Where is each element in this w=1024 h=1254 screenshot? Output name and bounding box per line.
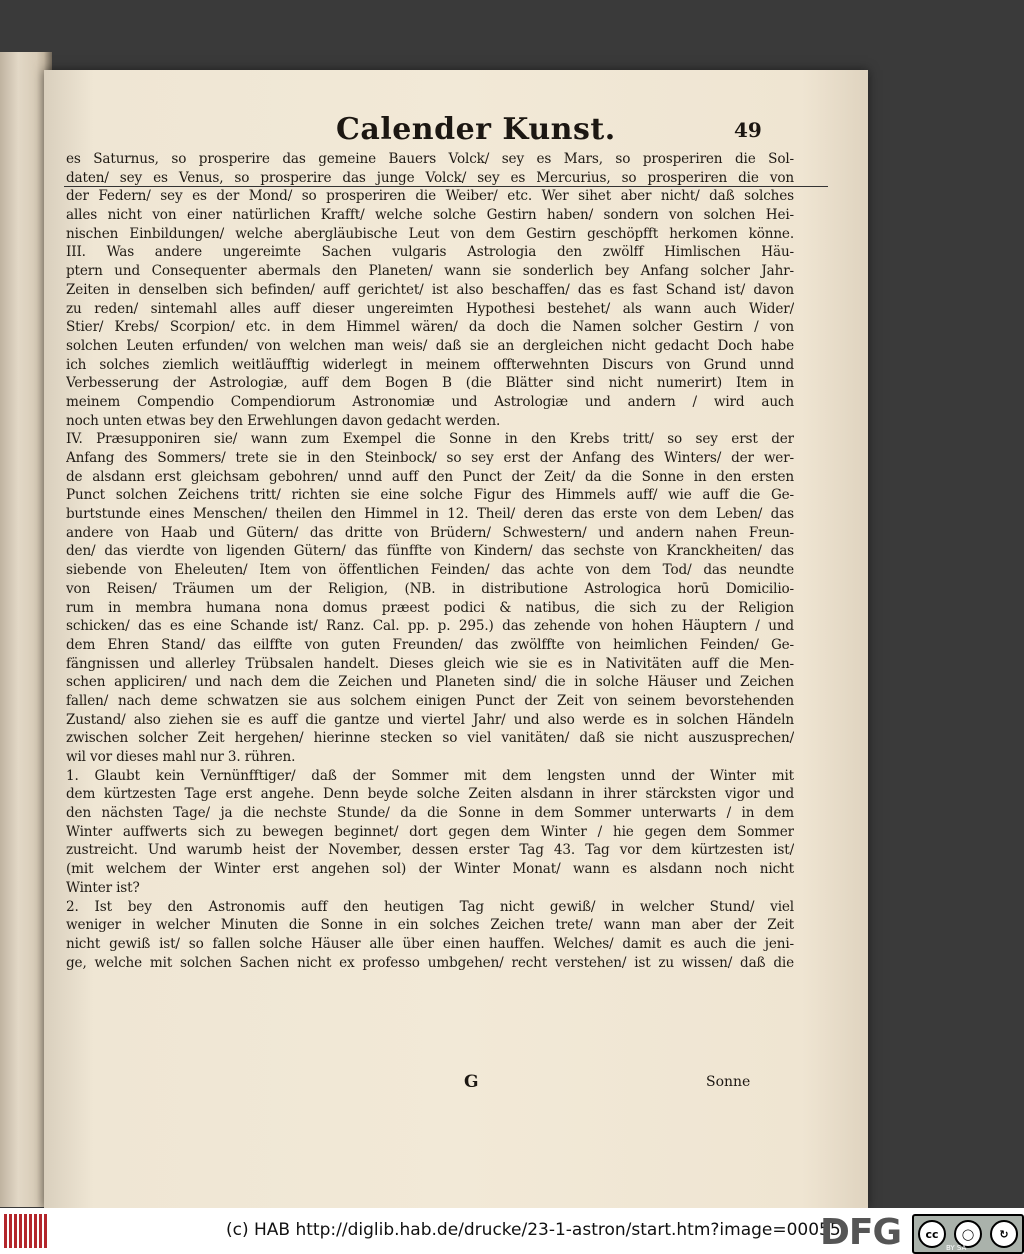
cc-icon: cc [918,1220,946,1248]
text-line: burtstunde eines Menschen/ theilen den Himmel in 12. Theil/ deren das erste von dem Leben/ das [66,506,794,523]
book-page [44,70,868,1208]
text-line: de alsdann erst gleichsam gebohren/ unnd auff den Punct der Zeit/ da die Sonne in den ersten [66,468,794,485]
text-line: daten/ sey es Venus, so prosperire das junge Volck/ sey es Mercurius, so prosperiren die von [66,169,794,186]
text-line: solchen Leuten erfunden/ von welchen man weis/ daß sie an dergleichen nicht gedacht Doch habe [66,337,794,354]
text-line: fallen/ nach deme schwatzen sie aus solchem einigen Punct der Zeit von seinem bevorstehenden [66,692,794,709]
text-line: III. Was andere ungereimte Sachen vulgaris Astrologia den zwölff Himlischen Häu- [66,244,794,261]
text-line: schen appliciren/ und nach dem die Zeichen und Planeten sind/ die in solche Häuser und Zeichen [66,674,794,691]
license-text: BY SA [946,1244,967,1252]
text-line: wil vor dieses mahl nur 3. rühren. [66,749,296,765]
page-header [44,110,868,148]
text-line: Winter auffwerts sich zu bewegen beginnet/ dort gegen dem Winter / hie gegen dem Sommer [66,823,794,840]
text-line: den/ das vierdte von ligenden Gütern/ das fünffte von Kindern/ das sechste von Kranckheiten/ das [66,543,794,560]
text-line: IV. Præsupponiren sie/ wann zum Exempel die Sonne in den Krebs tritt/ so sey erst der [66,431,794,448]
text-line: fängnissen und allerley Trübsalen handelt. Dieses gleich wie sie es in Nativitäten auff die Men- [66,655,794,672]
library-logo-icon [4,1214,48,1248]
text-line: der Federn/ sey es der Mond/ so prosperiren die Weiber/ etc. Wer sihet aber nicht/ daß solches [66,188,794,205]
signature-mark: G [464,1072,479,1092]
text-line: 1. Glaubt kein Vernünfftiger/ daß der Sommer mit dem lengsten unnd der Winter mit [66,767,794,784]
viewer-footer [0,1208,1024,1254]
credit-link[interactable]: (c) HAB http://diglib.hab.de/drucke/23-1-astron/start.htm?image=00055 [226,1220,841,1240]
text-line: es Saturnus, so prosperire das gemeine Bauers Volck/ sey es Mars, so prosperiren die Sol- [66,151,794,167]
text-line: alles nicht von einer natürlichen Krafft/ welche solche Gestirn haben/ sondern von solchen Hei- [66,207,794,224]
text-line: schicken/ das es eine Schande ist/ Ranz. Cal. pp. p. 295.) das zehende von hohen Häuptern / und [66,618,794,635]
text-line: ich solches ziemlich weitläufftig widerlegt in meinem offterwehnten Discurs von Grund unnd [66,356,794,373]
text-line: zu reden/ sintemahl alles auff dieser ungereimten Hypothesi bestehet/ als wann auch Wider/ [66,300,794,317]
text-line: Verbesserung der Astrologiæ, auff dem Bogen B (die Blätter sind nicht numerirt) Item in [66,375,794,392]
text-line: Stier/ Krebs/ Scorpion/ etc. in dem Himmel wären/ da doch die Namen solcher Gestirn / von [66,319,794,336]
body-text [66,150,794,972]
text-line: nicht gewiß ist/ so fallen solche Häuser alle über einen hauffen. Welches/ damit es auch die jeni- [66,935,794,952]
sa-icon: ↻ [990,1220,1018,1248]
text-line: rum in membra humana nona domus præest podici & natibus, die sich zu der Religion [66,599,794,616]
license-badge[interactable] [912,1214,1024,1254]
text-line: Winter ist? [66,879,140,896]
catchword: Sonne [706,1074,751,1090]
text-line: noch unten etwas bey den Erwehlungen davon gedacht werden. [66,412,501,429]
text-line: meinem Compendio Compendiorum Astronomiæ und Astrologiæ und andern / wird auch [66,393,794,410]
text-line: Anfang des Sommers/ trete sie in den Steinbock/ so sey erst der Anfang des Winters/ der wer- [66,450,794,466]
text-line: (mit welchem der Winter erst angehen sol) der Winter Monat/ wann es alsdann noch nicht [66,861,794,878]
text-line: Punct solchen Zeichens tritt/ richten sie eine solche Figur des Himmels auff/ wie auff die Ge- [66,487,794,504]
text-line: weniger in welcher Minuten die Sonne in ein solches Zeichen trete/ wann man aber der Zeit [66,917,794,934]
text-line: dem kürtzesten Tage erst angehe. Denn beyde solche Zeiten alsdann in ihrer stärcksten vigor und [66,786,794,803]
text-line: dem Ehren Stand/ das eilffte von guten Freunden/ das zwölffte von heimlichen Feinden/ Ge- [66,636,794,653]
text-line: Zustand/ also ziehen sie es auff die gantze und viertel Jahr/ und also werde es in solchen Händeln [66,711,794,728]
running-title: Calender Kunst. [336,112,616,147]
text-line: den nächsten Tage/ ja die nechste Stunde/ da die Sonne in dem Sommer unterwarts / in dem [66,805,794,822]
text-line: andere von Haab und Gütern/ das dritte von Brüdern/ Schwestern/ und andern nahen Freun- [66,524,794,541]
text-line: 2. Ist bey den Astronomis auff den heutigen Tag nicht gewiß/ in welcher Stund/ viel [66,898,794,915]
by-icon: ◯ [954,1220,982,1248]
text-line: zwischen solcher Zeit hergehen/ hierinne stecken so viel vanitäten/ daß sie nicht auszusprechen/ [66,730,794,747]
text-line: ge, welche mit solchen Sachen nicht ex professo umbgehen/ recht verstehen/ ist zu wissen/ daß die [66,954,794,971]
text-line: siebende von Eheleuten/ Item von öffentlichen Feinden/ das achte von dem Tod/ das neundte [66,562,794,579]
page-number: 49 [734,118,762,142]
text-line: ptern und Consequenter abermals den Planeten/ wann sie sonderlich bey Anfang solcher Jahr- [66,263,794,280]
text-line: von Reisen/ Träumen um der Religion, (NB. in distributione Astrologica horū Domicilio- [66,580,794,597]
text-line: Zeiten in denselben sich befinden/ auff gerichtet/ ist also beschaffen/ das es fast Schand ist/ davon [66,281,794,298]
text-line: zustreicht. Und warumb heist der November, dessen erster Tag 43. Tag vor dem kürtzesten ist/ [66,842,794,859]
text-line: nischen Einbildungen/ welche abergläubische Leut von dem Gestirn geschöpfft herkomen könne. [66,225,794,242]
dfg-logo: DFG [820,1212,902,1253]
